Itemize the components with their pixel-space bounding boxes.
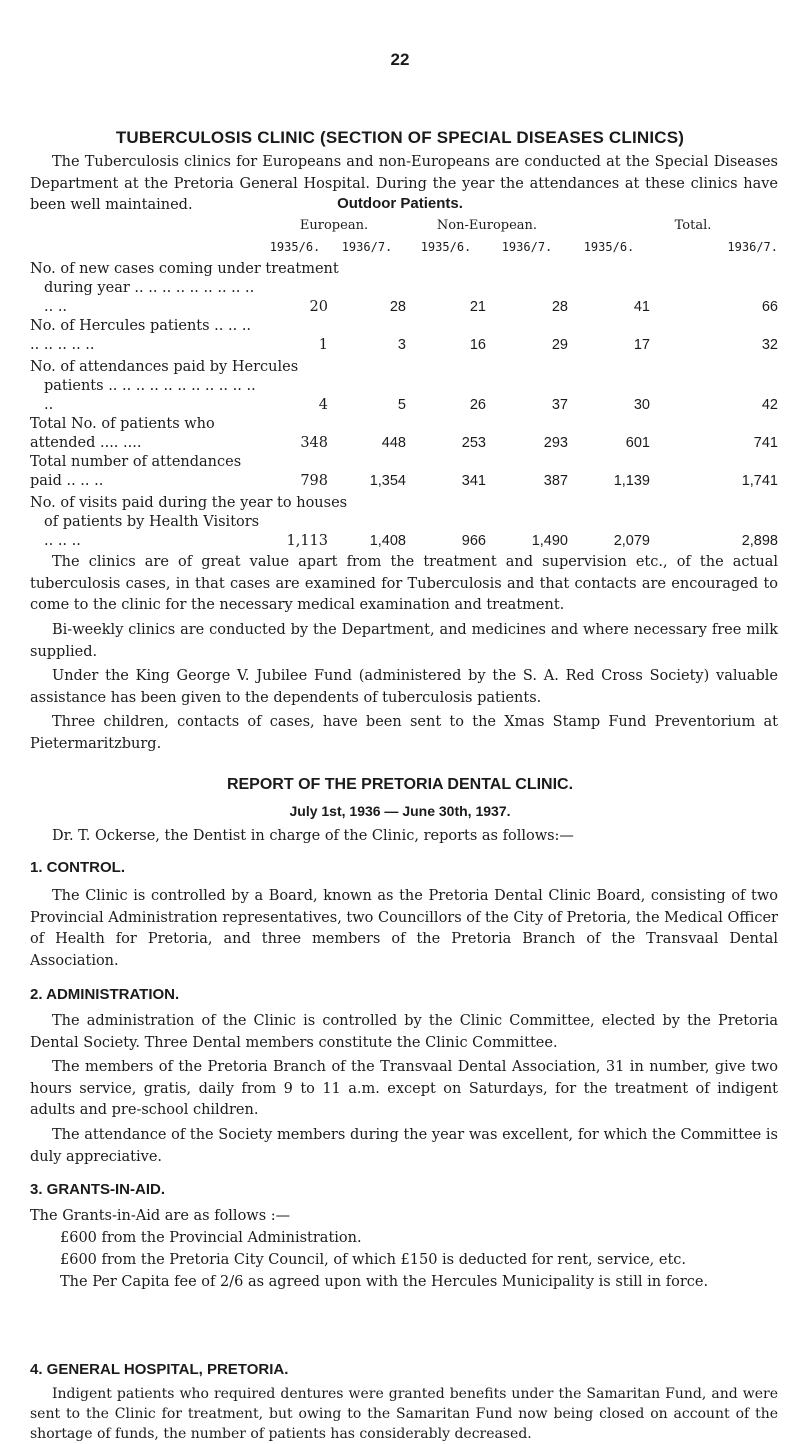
table-group-header [30, 213, 778, 235]
tuberculosis-intro: The Tuberculosis clinics for Europeans and non-Europeans are conducted at the Special Diseases Department at the Pretoria General Hospital. During the year the attendances at these clinics have been well maintained. [30, 154, 778, 213]
grants-list [30, 1205, 778, 1293]
section-hospital-title: 4. GENERAL HOSPITAL, PRETORIA. [30, 1361, 289, 1378]
table-row [30, 317, 778, 355]
cell: 66 [761, 299, 778, 315]
administration-para-1: The administration of the Clinic is controlled by the Clinic Committee, elected by the Pretoria Dental Society. Three Dental members constitute the Clinic Committee. [30, 1013, 778, 1051]
cell: 17 [633, 337, 650, 353]
group-european: European. [299, 218, 369, 233]
cell: 16 [469, 337, 486, 353]
row-label: Total number of attendances paid .. .. .. [30, 454, 242, 489]
cell: 1,490 [531, 533, 568, 549]
cell: 1,139 [613, 473, 650, 489]
cell: 5 [397, 397, 406, 413]
row-label: No. of attendances paid by Hercules [30, 359, 299, 375]
row-label: No. of visits paid during the year to houses [30, 495, 348, 511]
cell: 30 [633, 397, 650, 413]
cell: 966 [461, 533, 486, 549]
cell: 21 [469, 299, 486, 315]
administration-para-3: The attendance of the Society members during the year was excellent, for which the Committee is duly appreciative. [30, 1127, 778, 1165]
tuberculosis-heading: TUBERCULOSIS CLINIC (SECTION OF SPECIAL DISEASES CLINICS) [115, 128, 685, 147]
table-row [30, 377, 778, 415]
cell: 4 [318, 397, 328, 413]
tuberculosis-para-1: The clinics are of great value apart from the treatment and supervision etc., of the actual tuberculosis cases, in that cases are examined for Tuberculosis and that contacts are encouraged to come to the clinic for the necessary medical examination and treatment. [30, 554, 778, 613]
group-total: Total. [674, 218, 712, 233]
cell: 253 [461, 435, 486, 451]
year-header: 1935/6. [420, 240, 472, 254]
row-label: No. of Hercules patients .. .. .. .. .. .. .. .. [30, 318, 252, 353]
year-header: 1936/7. [501, 240, 553, 254]
outdoor-patients-table [30, 213, 778, 551]
cell: 41 [633, 299, 650, 315]
tuberculosis-para-3: Under the King George V. Jubilee Fund (administered by the S. A. Red Cross Society) valuable assistance has been given to the dependents of tuberculosis patients. [30, 668, 778, 706]
cell: 293 [543, 435, 568, 451]
dental-dates: July 1st, 1936 — June 30th, 1937. [289, 803, 511, 819]
cell: 348 [300, 435, 328, 451]
grants-intro: The Grants-in-Aid are as follows :— [30, 1208, 291, 1224]
table-row [30, 415, 778, 453]
cell: 20 [309, 299, 328, 315]
year-header: 1936/7. [727, 240, 778, 254]
row-label: of patients by Health Visitors .. .. .. [44, 514, 260, 549]
table-row [30, 491, 778, 513]
row-label: patients .. .. .. .. .. .. .. .. .. .. .. .. [44, 378, 256, 413]
tuberculosis-para-2: Bi-weekly clinics are conducted by the Department, and medicines and where necessary free milk supplied. [30, 622, 778, 660]
section-control-text: The Clinic is controlled by a Board, known as the Pretoria Dental Clinic Board, consisting of two Provincial Administration representatives, two Councillors of the City of Pretoria, the Medical Officer of Health for Pretoria, and three members of the Pretoria Branch of the Transvaal Dental Association. [30, 888, 778, 969]
table-row [30, 513, 778, 551]
hospital-text: Indigent patients who required dentures were granted benefits under the Samaritan Fund, and were sent to the Clinic for treatment, but owing to the Samaritan Fund now being closed on account of the shortage of funds, the number of patients has considerably decreased. [30, 1386, 778, 1442]
list-item: £600 from the Provincial Administration. [60, 1230, 362, 1246]
table-year-header [30, 235, 778, 257]
section-control-title: 1. CONTROL. [30, 859, 126, 876]
cell: 1,408 [369, 533, 406, 549]
cell: 2,898 [741, 533, 778, 549]
cell: 29 [551, 337, 568, 353]
section-administration-title: 2. ADMINISTRATION. [30, 986, 180, 1003]
row-label: during year .. .. .. .. .. .. .. .. .. .. .. [44, 280, 255, 315]
page-number: 22 [390, 50, 410, 69]
cell: 32 [761, 337, 778, 353]
cell: 341 [461, 473, 486, 489]
cell: 26 [469, 397, 486, 413]
cell: 42 [761, 397, 778, 413]
year-header: 1935/6. [583, 240, 635, 254]
cell: 1,741 [741, 473, 778, 489]
cell: 28 [551, 299, 568, 315]
cell: 798 [300, 473, 328, 489]
table-row [30, 279, 778, 317]
year-header: 1936/7. [341, 240, 393, 254]
row-label: Total No. of patients who attended .... .... [30, 416, 215, 451]
group-non-european: Non-European. [436, 218, 538, 233]
cell: 741 [753, 435, 778, 451]
cell: 1,354 [369, 473, 406, 489]
list-item: £600 from the Pretoria City Council, of which £150 is deducted for rent, service, etc. [60, 1252, 687, 1268]
cell: 387 [543, 473, 568, 489]
cell: 1 [318, 337, 328, 353]
cell: 3 [397, 337, 406, 353]
cell: 37 [551, 397, 568, 413]
section-grants-title: 3. GRANTS-IN-AID. [30, 1181, 165, 1198]
administration-para-2: The members of the Pretoria Branch of the Transvaal Dental Association, 31 in number, give two hours service, gratis, daily from 9 to 11 a.m. except on Saturdays, for the treatment of indigent adults and pre-school children. [30, 1059, 778, 1118]
cell: 448 [381, 435, 406, 451]
dental-intro: Dr. T. Ockerse, the Dentist in charge of the Clinic, reports as follows:— [52, 828, 574, 844]
cell: 601 [625, 435, 650, 451]
table-row [30, 355, 778, 377]
table-row [30, 257, 778, 279]
year-header: 1935/6. [269, 240, 321, 254]
tuberculosis-para-4: Three children, contacts of cases, have been sent to the Xmas Stamp Fund Preventorium at Pietermaritzburg. [30, 714, 778, 752]
table-row [30, 453, 778, 491]
row-label: No. of new cases coming under treatment [30, 261, 339, 277]
table-title: Outdoor Patients. [337, 195, 463, 212]
cell: 2,079 [613, 533, 650, 549]
cell: 28 [389, 299, 406, 315]
list-item: The Per Capita fee of 2/6 as agreed upon with the Hercules Municipality is still in force. [60, 1274, 709, 1290]
cell: 1,113 [286, 533, 328, 549]
dental-heading: REPORT OF THE PRETORIA DENTAL CLINIC. [226, 776, 574, 793]
